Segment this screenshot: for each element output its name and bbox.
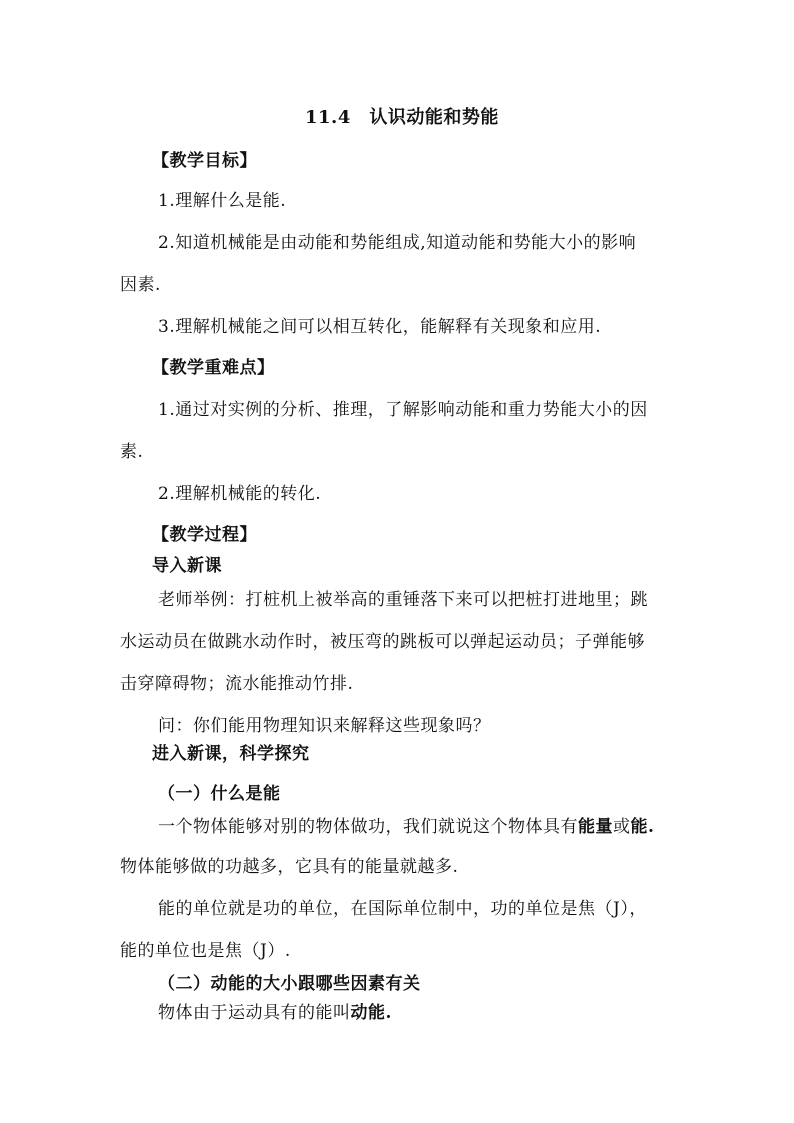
term-energy-1: 能量 [578,817,613,837]
goal-item-3: 3.理解机械能之间可以相互转化，能解释有关现象和应用. [158,317,602,337]
goal-item-2-line2: 因素. [120,275,161,295]
key-item-1-line2: 素. [120,442,144,462]
intro-paragraph-line2: 水运动员在做跳水动作时，被压弯的跳板可以弹起运动员；子弹能够 [120,632,645,652]
term-kinetic-energy: 动能. [350,1003,392,1023]
kinetic-energy-text: 物体由于运动具有的能叫 [158,1003,351,1023]
page-title: 11.4 认识动能和势能 [305,107,499,128]
intro-paragraph-line3: 击穿障碍物；流水能推动竹排. [120,674,354,694]
goal-item-2-line1: 2.知道机械能是由动能和势能组成,知道动能和势能大小的影响 [158,233,637,253]
section-heading-process: 【教学过程】 [152,525,257,545]
term-energy-2: 能. [630,817,655,837]
section-heading-goals: 【教学目标】 [152,151,257,171]
energy-definition-text: 一个物体能够对别的物体做功，我们就说这个物体具有 [158,817,578,837]
goal-item-1: 1.理解什么是能. [158,191,287,211]
energy-definition-line2: 物体能够做的功越多，它具有的能量就越多. [120,857,459,877]
energy-definition-line1 [158,816,654,838]
connector-or: 或 [613,817,631,837]
intro-paragraph-line1: 老师举例：打桩机上被举高的重锤落下来可以把桩打进地里；跳 [158,590,648,610]
energy-unit-line1: 能的单位就是功的单位，在国际单位制中，功的单位是焦（J）， [158,899,647,919]
part-heading-2: （二）动能的大小跟哪些因素有关 [158,974,421,994]
key-item-1-line1: 1.通过对实例的分析、推理，了解影响动能和重力势能大小的因 [158,400,648,420]
key-item-2: 2.理解机械能的转化. [158,484,322,504]
energy-unit-line2: 能的单位也是焦（J）. [120,941,291,961]
part-heading-1 [158,783,281,805]
subheading-intro: 导入新课 [152,556,222,576]
part-heading-1-text: （一）什么是能 [158,784,281,804]
kinetic-energy-definition [158,1002,392,1024]
subheading-new-lesson: 进入新课，科学探究 [152,744,310,764]
question-line: 问：你们能用物理知识来解释这些现象吗？ [158,716,491,736]
section-heading-key-points: 【教学重难点】 [152,358,275,378]
